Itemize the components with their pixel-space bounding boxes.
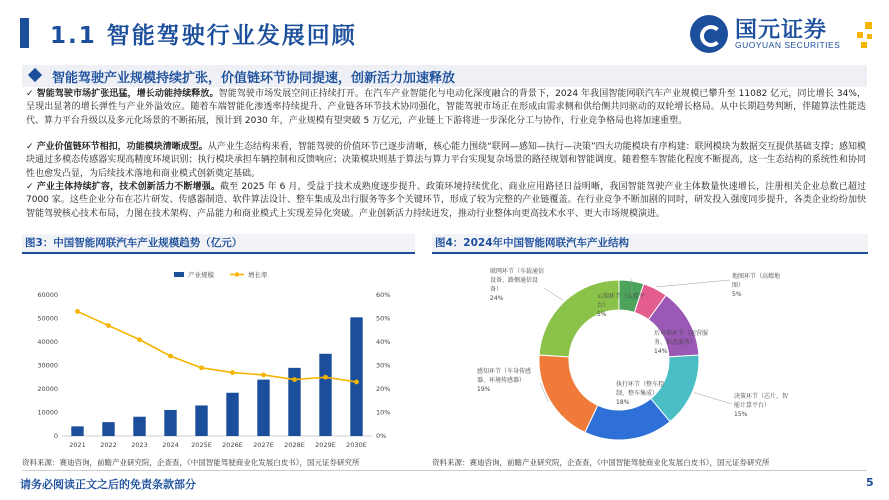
title-bar [0,0,889,58]
title-accent-bar [20,18,29,48]
x-tick-label: 2029E [315,441,336,449]
growth-point-2030E [354,380,359,385]
y-right-tick-label: 20% [376,385,391,393]
paragraph-market [26,88,866,128]
logo-name-en: GUOYUAN SECURITIES [735,40,841,50]
callout-line: 24% [490,295,504,302]
page-number: 5 [866,476,874,489]
bar-2023 [133,417,145,436]
footer-separator [22,470,867,471]
callout-line: 后市场环节（运营服 [654,330,709,337]
check-icon: ✓ [26,182,34,192]
bar-2027E [257,380,269,436]
x-tick-label: 2021 [69,441,86,449]
legend-marker-line [235,272,239,276]
y-right-tick-label: 30% [376,361,391,370]
callout-line: 务、信息服务） [654,339,697,346]
bar-2029E [319,354,331,436]
diamond-bullet-icon [28,68,42,82]
bar-2022 [102,422,114,436]
figure3-title: 图3：中国智能网联汽车产业规模趋势（亿元） [22,234,415,254]
callout-decision [694,392,788,418]
y-right-tick-label: 40% [376,338,391,346]
figure3-chart [22,258,417,454]
callout-line: 感知环节（车身传感 [477,368,532,375]
paragraph-valuechain [26,141,866,181]
callout-line: 15% [734,411,748,418]
y-left-tick-label: 60000 [37,291,58,299]
callout-line: 决策环节（芯片、智 [734,393,789,400]
company-logo [690,12,880,56]
bar-2021 [71,426,83,436]
callout-network [490,267,563,302]
paragraph-lead: 智能驾驶市场扩张迅猛，增长动能持续释放。 [36,89,219,99]
paragraph-lead: 产业主体持续扩容，技术创新活力不断增强。 [36,182,221,192]
callout-map [656,272,780,298]
callout-leader [694,393,732,404]
paragraph-body: 截至 2025 年 6 月，受益于技术成熟度逐步提升、政策环境持续优化、商业应用路径日益明晰，我国智能驾驶产业主体数量快速增长，注册相关企业总数已超过 7000 家。这些企业分布在芯片研发、传感器制造、软件算法设计、整车集成及出行服务等多个关键环节，形成了较为完整的产业链覆盖。在行业竞争不断加剧的同时，研发投入强度同步提升，各类企业纷纷加快智能驾驶核心技术布局，力图在技术架构、产品能力和商业模式上实现差异化突破。产业创新活力持续迸发，推动行业整体向更高技术水平、更大市场规模演进。 [26,182,866,219]
y-right-tick-label: 10% [376,408,391,417]
x-tick-label: 2027E [253,441,274,449]
growth-point-2023 [137,337,142,342]
y-left-tick-label: 10000 [37,408,58,417]
page-title: 1.1 智能驾驶行业发展回顾 [50,23,357,49]
figure3-source: 资料来源：赛迪咨询，前瞻产业研究院，企查查，《中国智能驾驶商业化发展白皮书》，国元证券研究所 [22,458,360,467]
callout-line: 5% [732,291,742,298]
callout-line: 云端环节（云控平 [597,293,646,300]
legend-label-line: 增长率 [248,271,268,279]
bar-2024 [164,410,176,436]
check-icon: ✓ [26,89,34,99]
callout-line: 能计算平台） [734,402,771,409]
logo-name-cn: 国元证券 [735,18,828,43]
callout-line: 14% [654,348,668,355]
figure4-chart [432,258,867,454]
bar-2025E [195,405,207,436]
y-left-tick-label: 0 [53,432,58,440]
callout-line: 台） [597,302,610,309]
paragraph-entities [26,181,866,221]
chart-legend [174,270,268,279]
legend-label-bar: 产业规模 [188,271,214,279]
callout-leader [544,288,563,300]
x-tick-label: 2030E [346,441,367,449]
x-tick-label: 2025E [191,441,212,449]
figure4-source: 资料来源：赛迪咨询，前瞻产业研究院，企查查，《中国智能驾驶商业化发展白皮书》，国元证券研究所 [432,458,770,467]
callout-line: 5% [597,311,607,318]
growth-point-2028E [292,377,297,382]
callout-leader [656,280,730,287]
callout-line: 制、整车集成） [616,390,659,397]
y-left-tick-label: 30000 [37,361,58,370]
x-tick-label: 2024 [162,441,179,449]
paragraph-body: 从产业生态结构来看，智能驾驶的价值环节已逐步清晰，核心能力围绕“联网—感知—执行—决策”四大功能模块有序构建：联网模块为数据交互提供基础支撑；感知模块通过多模态传感器实现高精度环境识别；执行模块承担车辆控制和反馈响应；决策模块则基于算法与算力平台实现复杂场景的路径规划和智能调度。随着整车智能化程度不断提高，这一生态结构的系统性和协同性也愈发凸显，为后续技术落地和商业模式创新奠定基础。 [26,142,866,179]
y-right-tick-label: 0% [376,432,387,440]
y-right-tick-label: 50% [376,314,391,323]
paragraph-lead: 产业价值链环节相扣，功能模块清晰成型。 [36,142,208,152]
y-right-tick-label: 60% [376,291,391,299]
growth-point-2024 [168,354,173,359]
legend-swatch-bar [174,272,184,277]
growth-rate-line [78,311,357,382]
callout-line: 19% [477,386,491,393]
callout-line: 设备、路侧通信设 [490,277,539,284]
x-tick-label: 2022 [100,441,117,449]
growth-point-2026E [230,370,235,375]
figure4-title: 图4：2024年中国智能网联汽车产业结构 [432,234,868,254]
growth-point-2025E [199,365,204,370]
bar-2026E [226,393,238,436]
section-headline [22,65,867,87]
paragraph-body: 智能驾驶市场发展空间正持续打开。在汽车产业智能化与电动化深度融合的背景下，2024 年我国智能网联汽车产业规模已攀升至 11082 亿元，同比增长 34%，呈现出显著的增长弹性与产业外溢效应。随着车端智能化渗透率持续提升、产业链各环节技术协同强化，智能驾驶市场正在形成由需求侧和供给侧共同驱动的双轮增长格局。从中长期趋势判断，伴随算法性能迭代、算力平台升级以及多元化场景的不断拓展，预计到 2030 年，产业规模有望突破 5 万亿元，产业链上下游将进一步深化分工与协作，行业竞争格局也将加速重塑。 [26,89,866,126]
callout-line: 器、环境传感器） [477,377,526,384]
donut-slice-6 [539,280,619,357]
y-left-tick-label: 40000 [37,338,58,346]
growth-point-2027E [261,373,266,378]
callout-perception [477,367,548,402]
donut-slice-5 [539,355,598,432]
footer-disclaimer: 请务必阅读正文之后的免责条款部分 [20,478,196,491]
bar-2030E [350,317,362,436]
headline-text: 智能驾驶产业规模持续扩张，价值链环节协同提速，创新活力加速释放 [52,71,456,86]
x-tick-label: 2023 [131,441,148,449]
x-tick-label: 2026E [222,441,243,449]
logo-squares-icon [853,20,877,52]
callout-line: 图） [732,282,745,289]
x-tick-label: 2028E [284,441,305,449]
callout-line: 备） [490,286,503,293]
growth-point-2029E [323,375,328,380]
check-icon: ✓ [26,142,34,152]
callout-line: 18% [616,399,630,406]
callout-line: 联网环节（车载通信 [490,268,545,275]
y-left-tick-label: 20000 [37,385,58,393]
growth-point-2021 [75,309,80,314]
logo-mark-icon [690,15,728,53]
y-left-tick-label: 50000 [37,314,58,323]
growth-point-2022 [106,323,111,328]
callout-line: 地图环节（高精地 [732,273,781,280]
callout-line: 执行环节（整车控 [616,381,665,388]
